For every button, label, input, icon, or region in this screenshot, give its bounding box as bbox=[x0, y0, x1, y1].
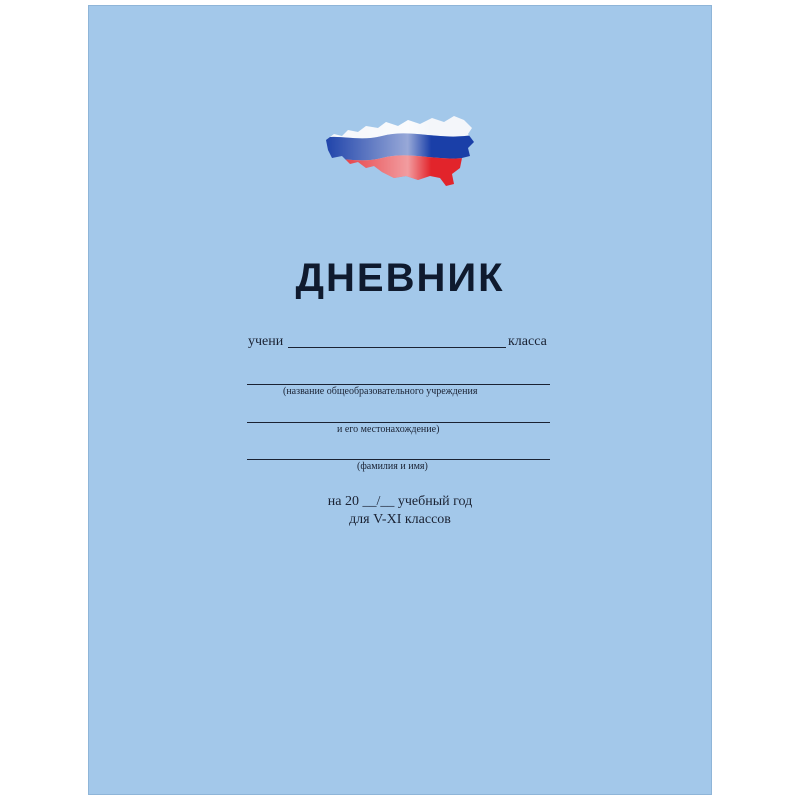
grades-line: для V-XI классов bbox=[349, 512, 451, 527]
student-line bbox=[288, 347, 506, 348]
school-name-caption: (название общеобразовательного учреждения bbox=[283, 386, 478, 397]
class-label: класса bbox=[508, 334, 547, 349]
russia-flag-map-icon bbox=[322, 112, 478, 192]
name-line bbox=[247, 459, 550, 460]
location-line bbox=[247, 422, 550, 423]
location-caption: и его местонахождение) bbox=[337, 424, 440, 435]
name-caption: (фамилия и имя) bbox=[357, 461, 428, 472]
student-label: учени bbox=[248, 334, 284, 349]
diary-title: ДНЕВНИК bbox=[295, 256, 505, 300]
school-name-line bbox=[247, 384, 550, 385]
school-year-line: на 20 __/__ учебный год bbox=[327, 494, 473, 509]
